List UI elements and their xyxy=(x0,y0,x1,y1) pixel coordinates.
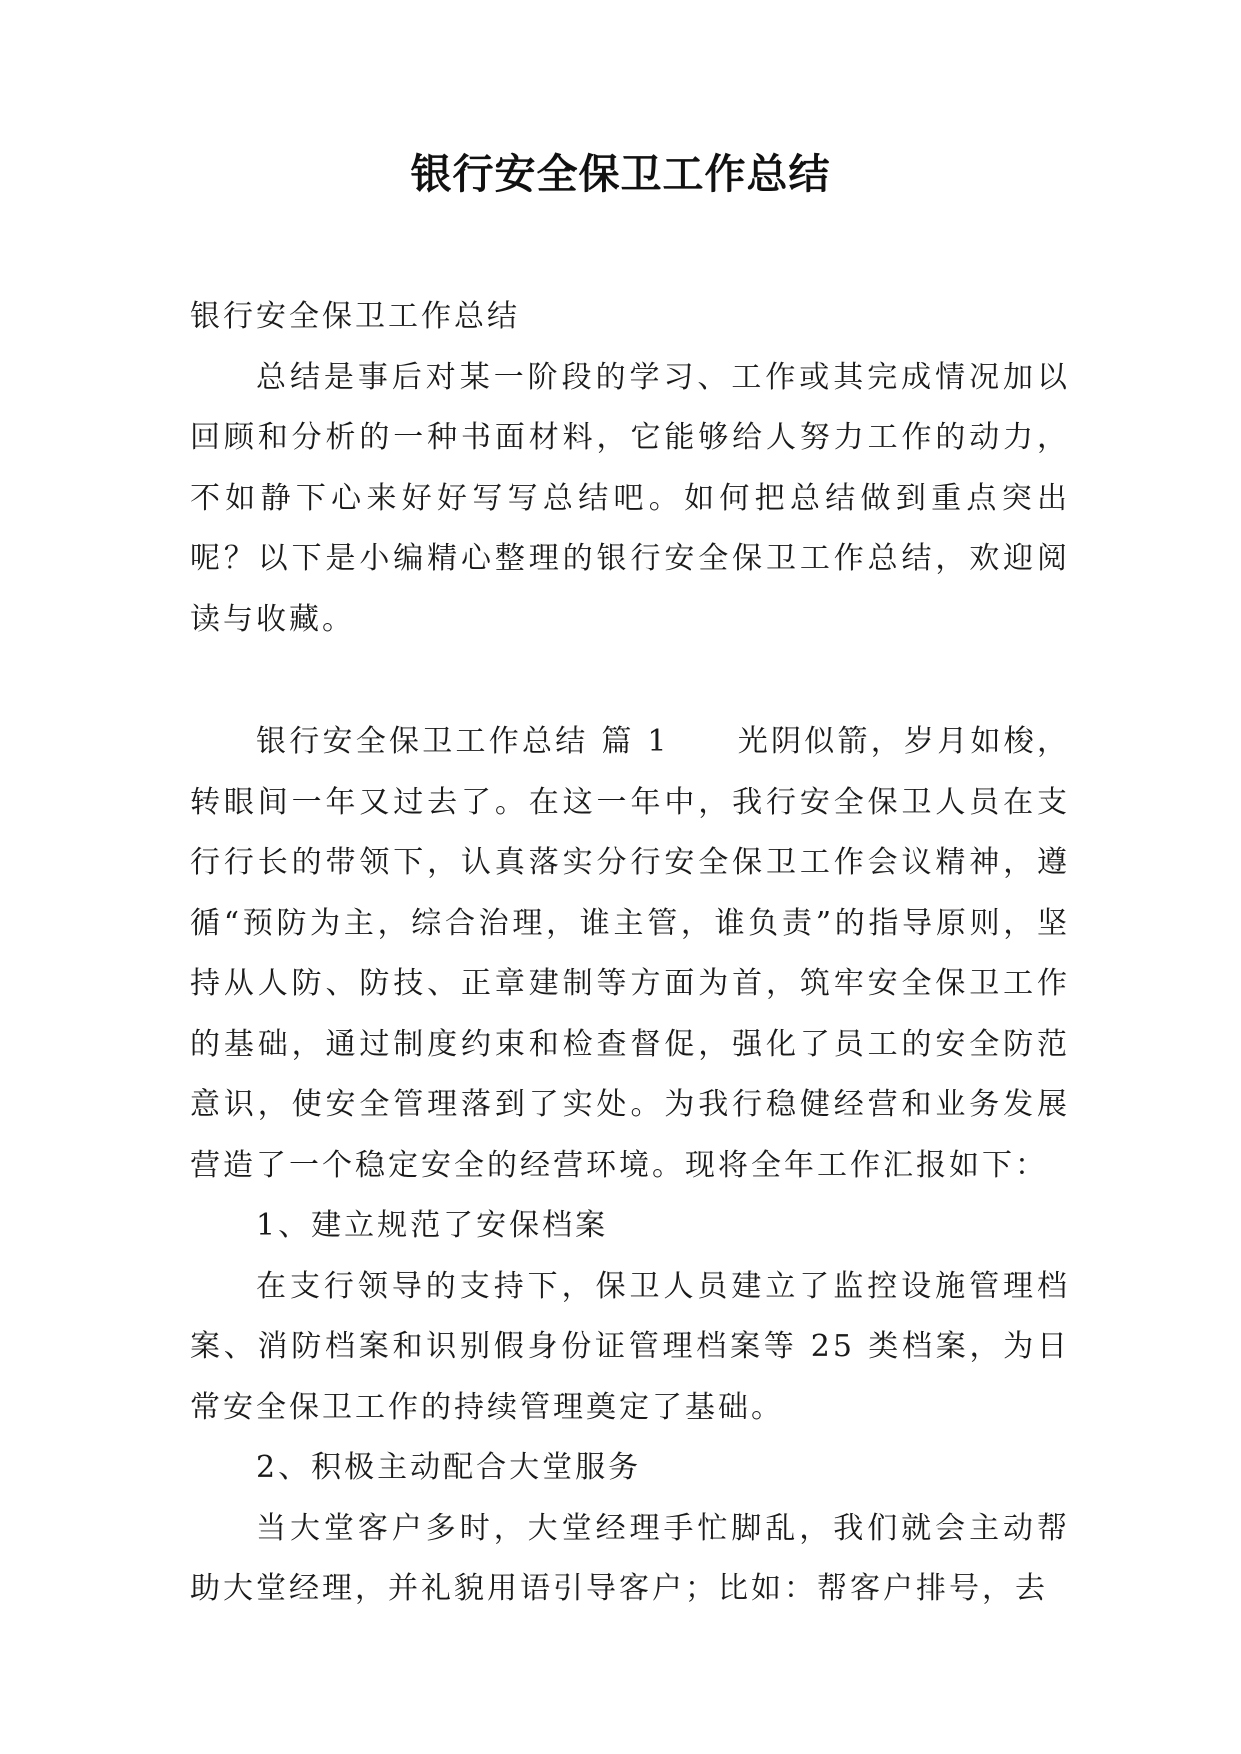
item-2-paragraph: 当大堂客户多时，大堂经理手忙脚乱，我们就会主动帮助大堂经理，并礼貌用语引导客户；比如：帮客户排号，去 xyxy=(190,1510,1070,1606)
section-1-paragraph xyxy=(190,712,1070,1196)
item-2-heading: 2、积极主动配合大堂服务 xyxy=(256,1450,642,1485)
document-body xyxy=(190,287,1070,1620)
paragraph-spacer xyxy=(190,650,1070,712)
document-subtitle: 银行安全保卫工作总结 xyxy=(190,299,520,334)
intro-paragraph: 总结是事后对某一阶段的学习、工作或其完成情况加以回顾和分析的一种书面材料，它能够给人努力工作的动力，不如静下心来好好写写总结吧。如何把总结做到重点突出呢？以下是小编精心整理的银行安全保卫工作总结，欢迎阅读与收藏。 xyxy=(190,359,1070,637)
item-1-paragraph: 在支行领导的支持下，保卫人员建立了监控设施管理档案、消防档案和识别假身份证管理档案等 25 类档案，为日常安全保卫工作的持续管理奠定了基础。 xyxy=(190,1268,1070,1425)
item-1-heading: 1、建立规范了安保档案 xyxy=(256,1208,609,1243)
section-1-text: 光阴似箭，岁月如梭，转眼间一年又过去了。在这一年中，我行安全保卫人员在支行行长的带领下，认真落实分行安全保卫工作会议精神，遵循“预防为主，综合治理，谁主管，谁负责”的指导原则，坚持从人防、防技、正章建制等方面为首，筑牢安全保卫工作的基础，通过制度约束和检查督促，强化了员工的安全防范意识，使安全管理落到了实处。为我行稳健经营和业务发展营造了一个稳定安全的经营环境。现将全年工作汇报如下： xyxy=(190,724,1070,1183)
section-1-label: 银行安全保卫工作总结 篇 1 xyxy=(256,724,670,759)
document-title: 银行安全保卫工作总结 xyxy=(410,150,831,198)
